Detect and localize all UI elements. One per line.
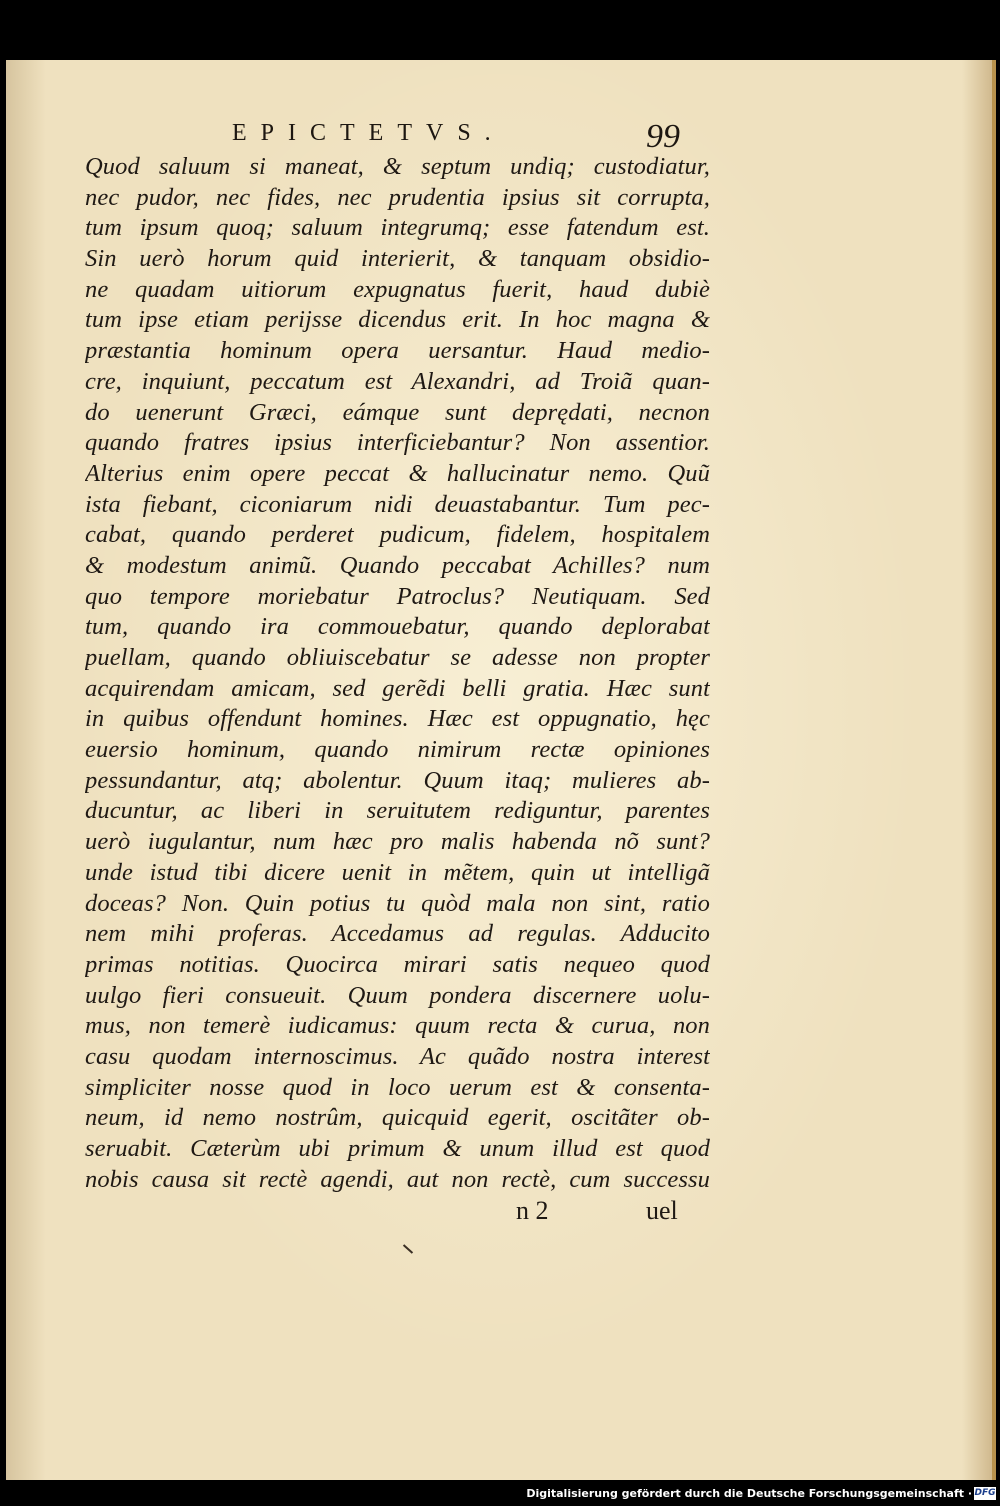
dfg-logo: DFG: [974, 1488, 996, 1498]
text-line: neum, id nemo nostrûm, quicquid egerit, oscitãter ob-: [85, 1104, 710, 1132]
text-line: casu quodam internoscimus. Ac quãdo nostra interest: [85, 1042, 710, 1070]
text-line: Quod saluum si maneat, & septum undiq; custodiatur,: [85, 153, 710, 180]
text-line: puellam, quando obliuiscebatur se adesse non propter: [85, 644, 710, 671]
text-line: do uenerunt Græci, eámque sunt deprędati, necnon: [85, 398, 710, 426]
book-page: [6, 60, 996, 1480]
footer-credit: Digitalisierung gefördert durch die Deutsche Forschungsgemeinschaft ·: [526, 1487, 972, 1500]
text-line: præstantia hominum opera uersantur. Haud medio-: [85, 337, 710, 365]
text-line: quo tempore moriebatur Patroclus? Neutiquam. Sed: [85, 582, 710, 610]
signature-mark: n 2: [516, 1196, 549, 1225]
text-line: ne quadam uitiorum expugnatus fuerit, haud dubiè: [85, 275, 710, 303]
running-head: EPICTETVS.: [232, 120, 505, 146]
catchword: uel: [646, 1196, 678, 1225]
text-line: Alterius enim opere peccat & hallucinatur nemo. Quũ: [85, 459, 710, 487]
text-line: tum ipsum quoq; saluum integrumq; esse fatendum est.: [85, 214, 710, 242]
text-line: simpliciter nosse quod in loco uerum est & consenta-: [85, 1073, 710, 1101]
text-line: euersio hominum, quando nimirum rectæ opiniones: [85, 736, 710, 764]
text-line: ista fiebant, ciconiarum nidi deuastabantur. Tum pec-: [85, 490, 710, 518]
folio-number: 99: [646, 118, 680, 155]
text-line: primas notitias. Quocirca mirari satis nequeo quod: [85, 950, 710, 978]
text-line: pessundantur, atq; abolentur. Quum itaq; mulieres ab-: [85, 766, 710, 794]
text-line: mus, non temerè iudicamus: quum recta & curua, non: [85, 1012, 710, 1040]
text-line: acquirendam amicam, sed gerẽdi belli gratia. Hæc sunt: [85, 674, 710, 702]
text-line: Sin uerò horum quid interierit, & tanquam obsidio-: [85, 245, 710, 273]
text-line: cre, inquiunt, peccatum est Alexandri, ad Troiã quan-: [85, 367, 710, 395]
text-line: unde istud tibi dicere uenit in mẽtem, quin ut intelligã: [85, 858, 710, 886]
catchline: [6, 1196, 992, 1230]
text-line: doceas? Non. Quin potius tu quòd mala non sint, ratio: [85, 889, 710, 917]
text-line: nec pudor, nec fides, nec prudentia ipsius sit corrupta,: [85, 183, 710, 211]
text-line: seruabit. Cæterùm ubi primum & unum illud est quod: [85, 1135, 710, 1162]
text-line: & modestum animũ. Quando peccabat Achilles? num: [85, 551, 710, 579]
text-line: quando fratres ipsius interficiebantur? Non assentior.: [85, 429, 710, 457]
text-line: nobis causa sit rectè agendi, aut non rectè, cum successu: [85, 1165, 710, 1193]
text-line: tum, quando ira commouebatur, quando deplorabat: [85, 613, 710, 641]
text-line: ducuntur, ac liberi in seruitutem rediguntur, parentes: [85, 797, 710, 825]
text-line: in quibus offendunt homines. Hæc est oppugnatio, hęc: [85, 705, 710, 733]
text-line: cabat, quando perderet pudicum, fidelem, hospitalem: [85, 521, 710, 549]
text-line: nem mihi proferas. Accedamus ad regulas. Adducito: [85, 920, 710, 948]
text-line: uulgo fieri consueuit. Quum pondera discernere uolu-: [85, 981, 710, 1009]
ink-mark: [403, 1244, 413, 1254]
text-line: tum ipse etiam perijsse dicendus erit. In hoc magna &: [85, 306, 710, 334]
text-line: uerò iugulantur, num hæc pro malis habenda nõ sunt?: [85, 828, 710, 856]
text-block: [85, 152, 710, 1222]
